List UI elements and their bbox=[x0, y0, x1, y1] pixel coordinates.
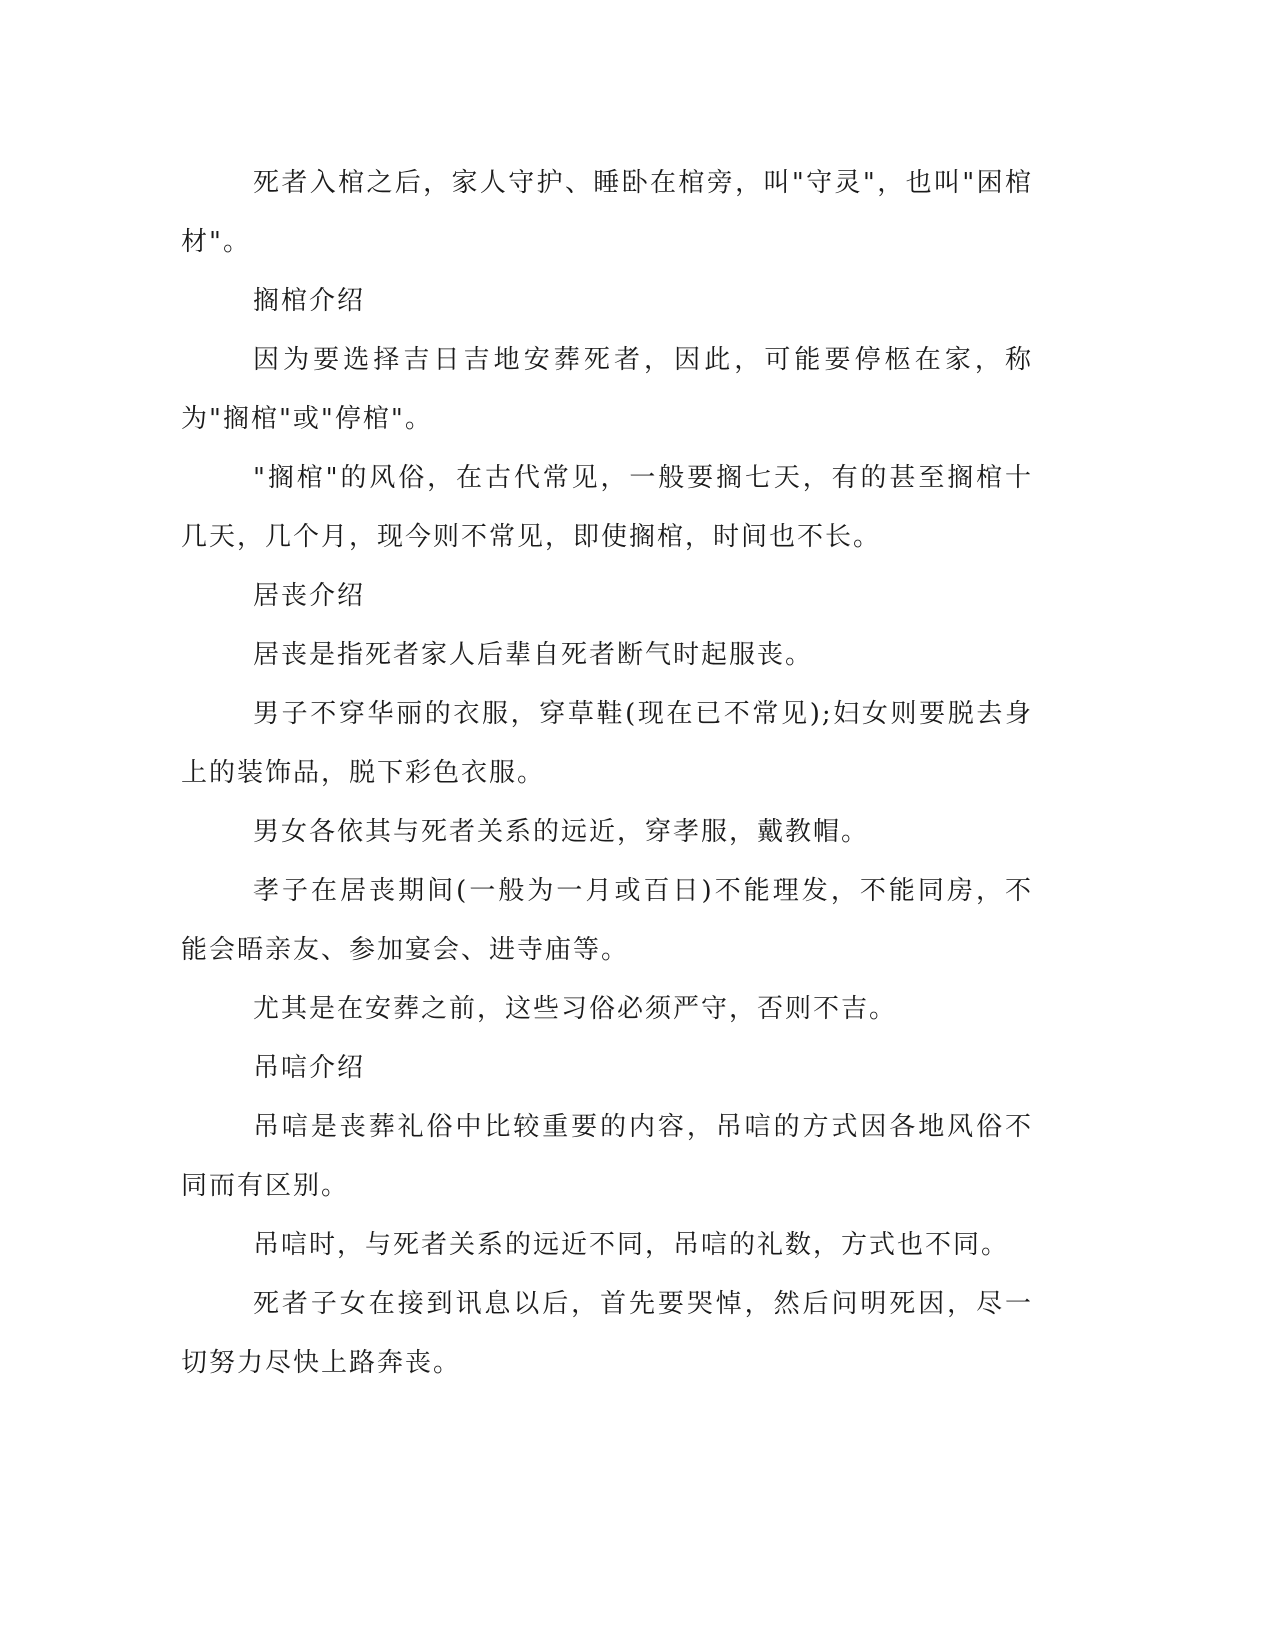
paragraph-jusang-restrictions: 孝子在居丧期间(一般为一月或百日)不能理发，不能同房，不能会晤亲友、参加宴会、进寺庙等。 bbox=[181, 876, 1033, 965]
paragraph-jusang-mourning-dress: 男女各依其与死者关系的远近，穿孝服，戴教帽。 bbox=[253, 817, 870, 847]
heading-geguan: 搁棺介绍 bbox=[253, 286, 366, 316]
heading-diaoyan: 吊唁介绍 bbox=[253, 1053, 366, 1083]
paragraph-diaoyan-bensang: 死者子女在接到讯息以后，首先要哭悼，然后问明死因，尽一切努力尽快上路奔丧。 bbox=[181, 1289, 1033, 1378]
paragraph-jusang-strict: 尤其是在安葬之前，这些习俗必须严守，否则不吉。 bbox=[253, 994, 898, 1024]
heading-jusang: 居丧介绍 bbox=[253, 581, 366, 611]
paragraph-geguan-custom: "搁棺"的风俗，在古代常见，一般要搁七天，有的甚至搁棺十几天，几个月，现今则不常见，即使搁棺，时间也不长。 bbox=[181, 463, 1033, 552]
document-body bbox=[181, 154, 1033, 1393]
paragraph-geguan-reason: 因为要选择吉日吉地安葬死者，因此，可能要停柩在家，称为"搁棺"或"停棺"。 bbox=[181, 345, 1033, 434]
paragraph-shouling: 死者入棺之后，家人守护、睡卧在棺旁，叫"守灵"，也叫"困棺材"。 bbox=[181, 168, 1033, 257]
paragraph-diaoyan-importance: 吊唁是丧葬礼俗中比较重要的内容，吊唁的方式因各地风俗不同而有区别。 bbox=[181, 1112, 1033, 1201]
paragraph-jusang-clothing: 男子不穿华丽的衣服，穿草鞋(现在已不常见);妇女则要脱去身上的装饰品，脱下彩色衣服。 bbox=[181, 699, 1033, 788]
paragraph-diaoyan-etiquette: 吊唁时，与死者关系的远近不同，吊唁的礼数，方式也不同。 bbox=[253, 1230, 1010, 1260]
paragraph-jusang-definition: 居丧是指死者家人后辈自死者断气时起服丧。 bbox=[253, 640, 814, 670]
